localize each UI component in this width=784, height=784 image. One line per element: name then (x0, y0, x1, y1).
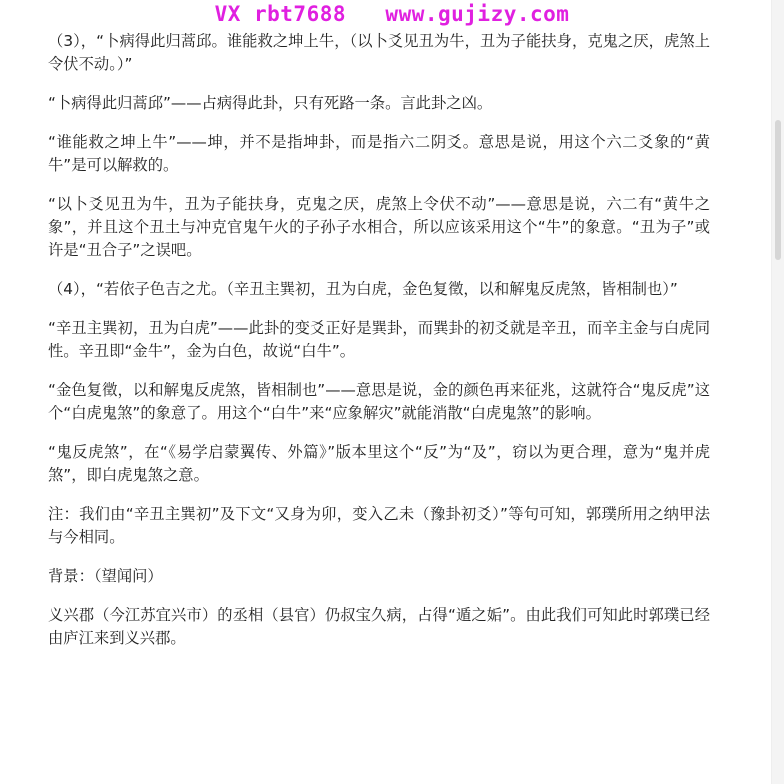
paragraph: 义兴郡（今江苏宜兴市）的丞相（县官）仍叔宝久病，占得“遁之姤”。由此我们可知此时郭璞已经由庐江来到义兴郡。 (48, 606, 710, 647)
scrollbar-thumb[interactable] (775, 120, 781, 260)
paragraph: “谁能救之坤上牛”——坤，并不是指坤卦，而是指六二阴爻。意思是说，用这个六二爻象的“黄牛”是可以解救的。 (48, 133, 710, 174)
paragraph: “鬼反虎煞”，在“《易学启蒙翼传、外篇》”版本里这个“反”为“及”，窃以为更合理，意为“鬼并虎煞”，即白虎鬼煞之意。 (48, 443, 710, 484)
watermark: VX rbt7688 www.gujizy.com (214, 2, 570, 26)
document-body (48, 30, 710, 666)
paragraph: “金色复徵，以和解鬼反虎煞，皆相制也”——意思是说，金的颜色再来征兆，这就符合“鬼反虎”这个“白虎鬼煞”的象意了。用这个“白牛”来“应象解灾”就能消散“白虎鬼煞”的影响。 (48, 381, 710, 422)
paragraph: 注：我们由“辛丑主巽初”及下文“又身为卯，变入乙未（豫卦初爻）”等句可知，郭璞所用之纳甲法与今相同。 (48, 505, 710, 546)
paragraph: “辛丑主巽初，丑为白虎”——此卦的变爻正好是巽卦，而巽卦的初爻就是辛丑，而辛主金与白虎同性。辛丑即“金牛”，金为白色，故说“白牛”。 (48, 319, 710, 360)
vertical-scrollbar[interactable] (772, 0, 784, 784)
paragraph: “以卜爻见丑为牛，丑为子能扶身，克鬼之厌，虎煞上令伏不动”——意思是说，六二有“黄牛之象”，并且这个丑土与冲克官鬼午火的子孙子水相合，所以应该采用这个“牛”的象意。“丑为子”或许是“丑合子”之误吧。 (48, 195, 710, 259)
paragraph: “卜病得此归蒿邱”——占病得此卦，只有死路一条。言此卦之凶。 (48, 94, 493, 112)
paragraph: （3），“卜病得此归蒿邱。谁能救之坤上牛，（以卜爻见丑为牛，丑为子能扶身，克鬼之厌，虎煞上令伏不动。）” (48, 32, 710, 73)
paragraph: （4），“若依子色吉之尤。（辛丑主巽初，丑为白虎，金色复徵，以和解鬼反虎煞，皆相制也）” (48, 280, 678, 298)
paragraph: 背景：（望闻问） (48, 567, 163, 585)
